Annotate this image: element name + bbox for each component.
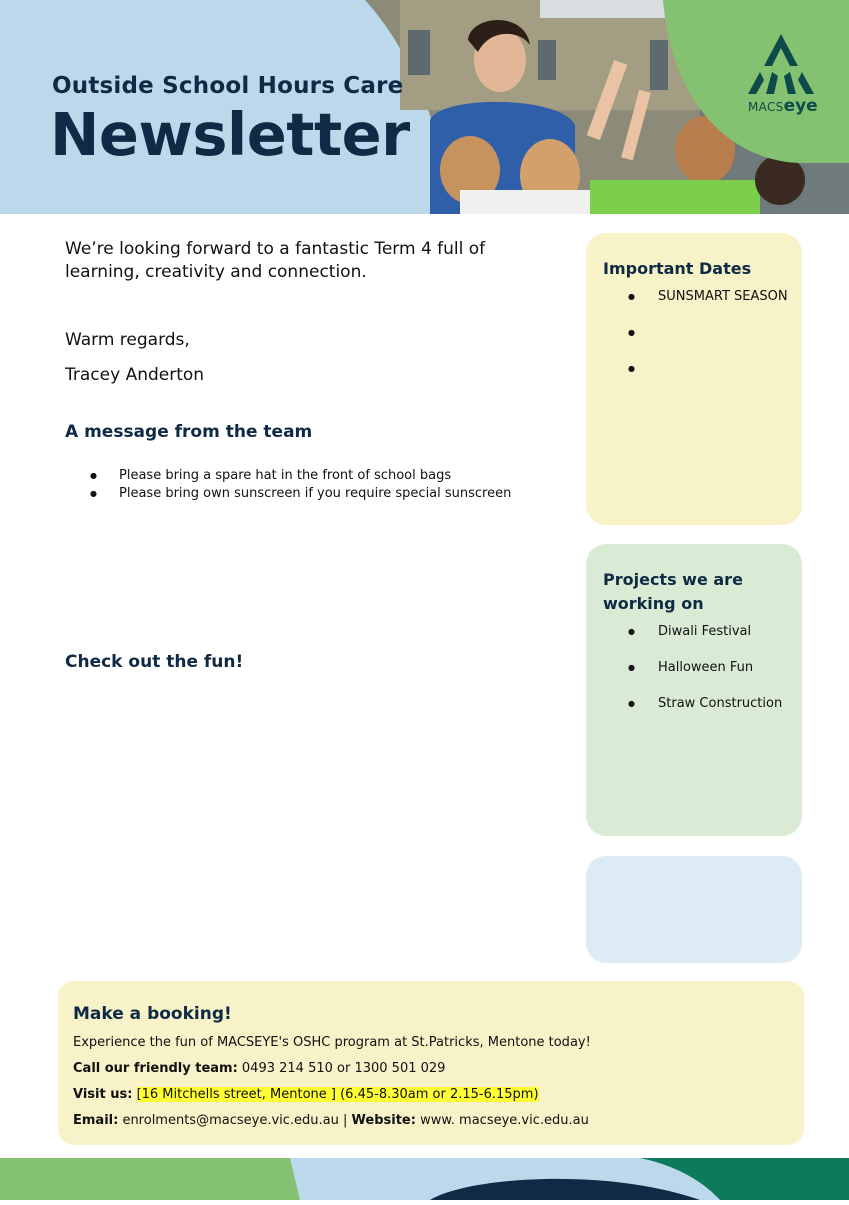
list-item: ● SUNSMART SEASON [628,289,788,325]
footer-shapes [0,1158,849,1200]
header-banner [0,0,849,214]
booking-box [58,981,804,1145]
empty-info-card [586,856,802,963]
website-value: www. macseye.vic.edu.au [415,1113,589,1128]
call-value: 0493 214 510 or 1300 501 029 [237,1061,446,1076]
team-heading: A message from the team [65,422,313,442]
list-item: ● Please bring a spare hat in the front of school bags [90,467,511,485]
projects-heading: Projects we are working on [603,570,743,613]
booking-call [73,1061,445,1076]
page-title: Newsletter [50,100,410,169]
list-item: ● Halloween Fun [628,660,782,696]
list-item: ● Diwali Festival [628,624,782,660]
footer-decoration [0,1158,849,1200]
list-item: ● Straw Construction [628,696,782,732]
logo-wordmark [748,96,818,116]
list-item [628,361,788,397]
regards-text: Warm regards, [65,330,190,350]
projects-list [628,624,782,732]
call-label: Call our friendly team: [73,1061,238,1076]
signer-name: Tracey Anderton [65,365,205,385]
important-dates-heading: Important Dates [603,259,752,278]
team-list [90,467,511,503]
visit-value: [16 Mitchells street, Mentone ] (6.45-8.30am or 2.15-6.15pm) [136,1087,539,1102]
important-dates-list [628,289,788,397]
email-label: Email: [73,1113,119,1128]
fun-heading: Check out the fun! [65,652,244,672]
logo-wordmark-suffix: eye [783,96,818,116]
important-dates-card [586,233,802,525]
booking-contact [73,1113,589,1128]
newsletter-kicker: Outside School Hours Care [52,73,404,99]
email-value: enrolments@macseye.vic.edu.au | [118,1113,352,1128]
list-item [628,325,788,361]
logo-wordmark-prefix: MACS [748,100,784,114]
projects-card [586,544,802,836]
intro-text: We’re looking forward to a fantastic Term 4 full of learning, creativity and connection. [65,239,486,282]
list-item: ● Please bring own sunscreen if you require special sunscreen [90,485,511,503]
booking-visit [73,1087,539,1102]
booking-heading: Make a booking! [73,1004,232,1024]
booking-intro: Experience the fun of MACSEYE's OSHC program at St.Patricks, Mentone today! [73,1035,591,1050]
website-label: Website: [351,1113,416,1128]
visit-label: Visit us: [73,1087,133,1102]
